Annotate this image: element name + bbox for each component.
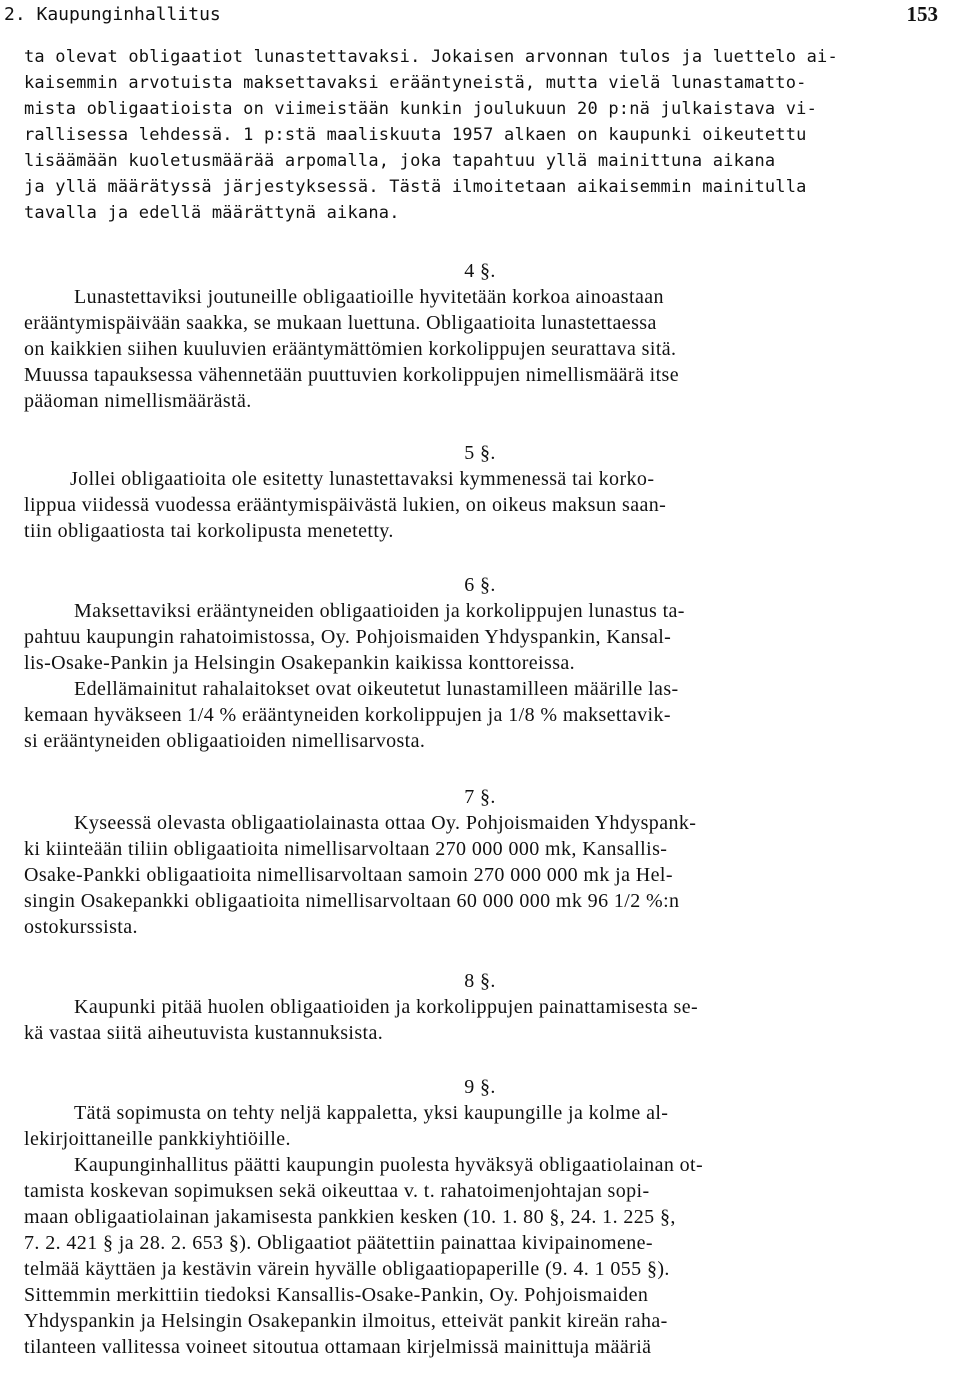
page-number: 153 — [906, 2, 938, 26]
text-line: Yhdyspankin ja Helsingin Osakepankin ilmoitus, etteivät pankit kireän raha- — [24, 1310, 668, 1332]
text-line: telmää käyttäen ja kestävin värein hyvälle obligaatiopaperille (9. 4. 1 055 §). — [24, 1258, 670, 1280]
text-line: mista obligaatioista on viimeistään kunkin joulukuun 20 p:nä julkaistava vi- — [24, 99, 818, 119]
text-line: ki kiinteään tiliin obligaatioita nimellisarvoltaan 270 000 000 mk, Kansallis- — [24, 838, 668, 860]
text-line: Jollei obligaatioita ole esitetty lunastettavaksi kymmenessä tai korko- — [70, 468, 655, 490]
text-line: Kaupunginhallitus päätti kaupungin puolesta hyväksyä obligaatiolainan ot- — [74, 1154, 704, 1176]
text-line: kemaan hyväkseen 1/4 % erääntyneiden korkolippujen ja 1/8 % maksettavik- — [24, 704, 671, 726]
text-line: lippua viidessä vuodessa erääntymispäivästä lukien, on oikeus maksun saan- — [24, 494, 667, 516]
text-line: ta olevat obligaatiot lunastettavaksi. Jokaisen arvonnan tulos ja luettelo ai- — [24, 47, 838, 67]
text-line: tiin obligaatiosta tai korkolipusta menetetty. — [24, 520, 394, 542]
text-line: Sittemmin merkittiin tiedoksi Kansallis-Osake-Pankin, Oy. Pohjoismaiden — [24, 1284, 649, 1306]
chapter-title: 2. Kaupunginhallitus — [4, 4, 221, 25]
text-line: singin Osakepankki obligaatioita nimellisarvoltaan 60 000 000 mk 96 1/2 %:n — [24, 890, 680, 912]
text-line: lekirjoittaneille pankkiyhtiöille. — [24, 1128, 291, 1150]
section-heading: 4 §. — [464, 260, 496, 282]
text-line: Lunastettaviksi joutuneille obligaatioille hyvitetään korkoa ainoastaan — [74, 286, 664, 308]
text-line: Edellämainitut rahalaitokset ovat oikeutetut lunastamilleen määrille las- — [74, 678, 679, 700]
text-line: ostokurssista. — [24, 916, 138, 938]
text-line: Tätä sopimusta on tehty neljä kappaletta, yksi kaupungille ja kolme al- — [74, 1102, 669, 1124]
section-heading: 9 §. — [464, 1076, 496, 1098]
text-line: pahtuu kaupungin rahatoimistossa, Oy. Pohjoismaiden Yhdyspankin, Kansal- — [24, 626, 672, 648]
section-heading: 8 §. — [464, 970, 496, 992]
text-line: si erääntyneiden obligaatioiden nimellisarvosta. — [24, 730, 426, 752]
text-line: Osake-Pankki obligaatioita nimellisarvoltaan samoin 270 000 000 mk ja Hel- — [24, 864, 673, 886]
text-line: tamista koskevan sopimuksen sekä oikeuttaa v. t. rahatoimenjohtajan sopi- — [24, 1180, 650, 1202]
text-line: tavalla ja edellä määrättynä aikana. — [24, 203, 400, 223]
running-header — [4, 2, 938, 30]
text-line: 7. 2. 421 § ja 28. 2. 653 §). Obligaatiot päätettiin painattaa kivipainomene- — [24, 1232, 653, 1254]
text-line: kä vastaa siitä aiheutuvista kustannuksista. — [24, 1022, 384, 1044]
text-line: pääoman nimellismäärästä. — [24, 390, 252, 412]
text-line: Maksettaviksi erääntyneiden obligaatioiden ja korkolippujen lunastus ta- — [74, 600, 685, 622]
text-line: rallisessa lehdessä. 1 p:stä maaliskuuta 1957 alkaen on kaupunki oikeutettu — [24, 125, 807, 145]
section-heading: 5 §. — [464, 442, 496, 464]
text-line: lisäämään kuoletusmäärää arpomalla, joka tapahtuu yllä mainittuna aikana — [24, 151, 776, 171]
text-line: lis-Osake-Pankin ja Helsingin Osakepankin kaikissa konttoreissa. — [24, 652, 576, 674]
text-line: ja yllä määrätyssä järjestyksessä. Tästä ilmoitetaan aikaisemmin mainitulla — [24, 177, 807, 197]
section-heading: 6 §. — [464, 574, 496, 596]
text-line: Kyseessä olevasta obligaatiolainasta ottaa Oy. Pohjoismaiden Yhdyspank- — [74, 812, 697, 834]
text-line: on kaikkien siihen kuuluvien erääntymättömien korkolippujen seurattava sitä. — [24, 338, 677, 360]
section-heading: 7 §. — [464, 786, 496, 808]
text-line: kaisemmin arvotuista maksettavaksi erääntyneistä, mutta vielä lunastamatto- — [24, 73, 807, 93]
text-line: Muussa tapauksessa vähennetään puuttuvien korkolippujen nimellismäärä itse — [24, 364, 679, 386]
text-line: tilanteen vallitessa voineet sitoutua ottamaan kirjelmissä mainittuja määriä — [24, 1336, 652, 1358]
text-line: maan obligaatiolainan jakamisesta pankkien kesken (10. 1. 80 §, 24. 1. 225 §, — [24, 1206, 676, 1228]
text-line: Kaupunki pitää huolen obligaatioiden ja korkolippujen painattamisesta se- — [74, 996, 699, 1018]
text-line: erääntymispäivään saakka, se mukaan luettuna. Obligaatioita lunastettaessa — [24, 312, 657, 334]
